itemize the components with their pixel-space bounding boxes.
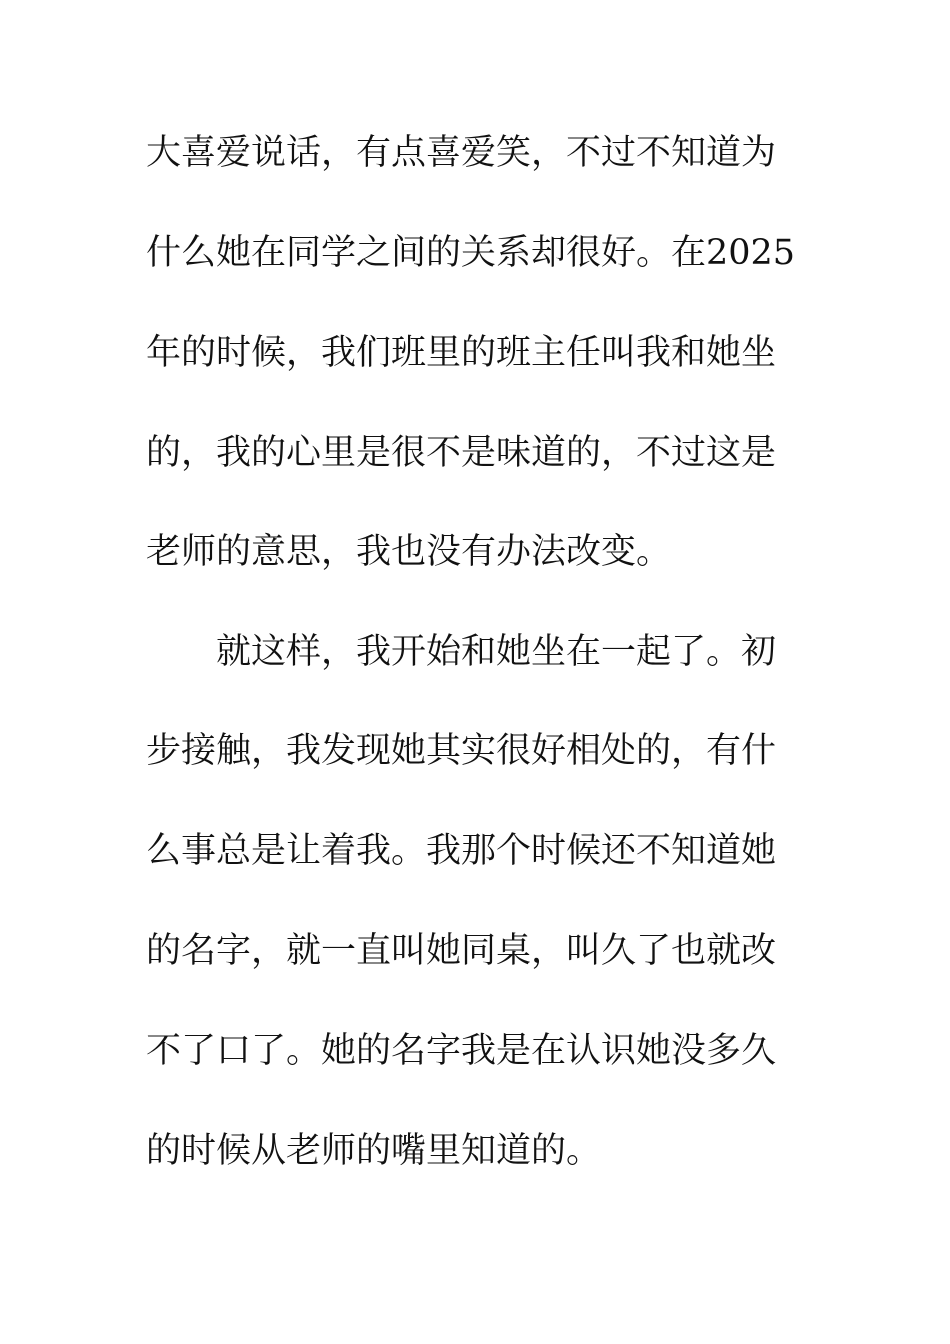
text-line: 的名字，就一直叫她同桌，叫久了也就改 — [146, 931, 777, 971]
text-line: 年的时候，我们班里的班主任叫我和她坐 — [146, 333, 777, 373]
text-line: 老师的意思，我也没有办法改变。 — [146, 532, 672, 572]
text-line: 的，我的心里是很不是味道的，不过这是 — [146, 433, 777, 473]
text-line: 的时候从老师的嘴里知道的。 — [146, 1131, 602, 1171]
paragraph-first-line: 就这样，我开始和她坐在一起了。初 — [216, 632, 777, 672]
text-line: 不了口了。她的名字我是在认识她没多久 — [146, 1031, 777, 1071]
text-line: 什么她在同学之间的关系却很好。在2025 — [146, 233, 796, 273]
text-line: 么事总是让着我。我那个时候还不知道她 — [146, 831, 777, 871]
text-line: 大喜爱说话，有点喜爱笑，不过不知道为 — [146, 133, 777, 173]
text-line: 步接触，我发现她其实很好相处的，有什 — [146, 731, 777, 771]
